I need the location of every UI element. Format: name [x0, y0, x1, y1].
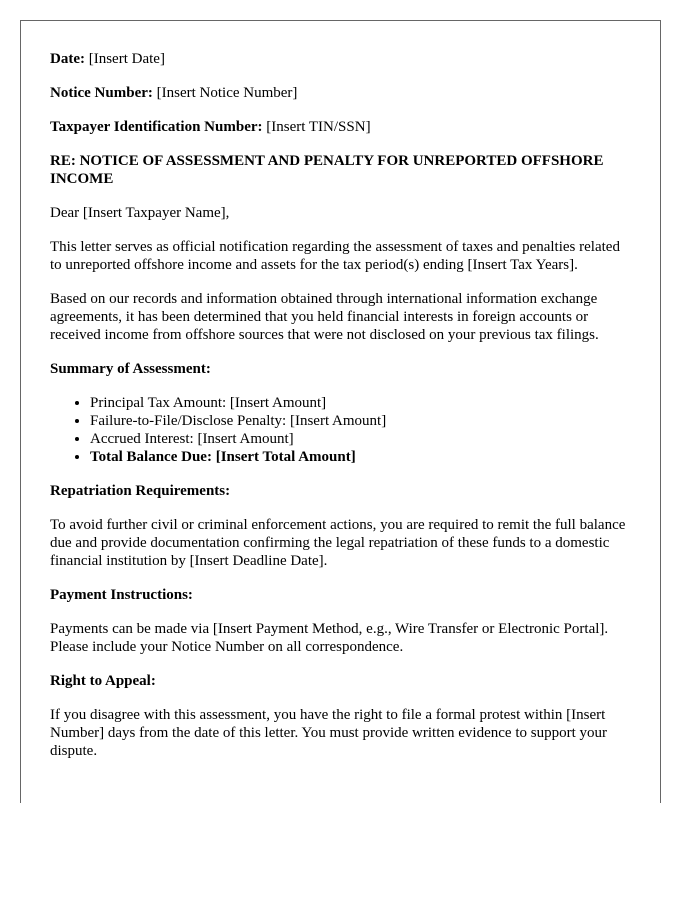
appeal-paragraph: If you disagree with this assessment, you have the right to file a formal protest within [Insert Number] days from the date of this letter. You must provide written evidence to support your dispute. [50, 707, 607, 759]
summary-heading: Summary of Assessment: [50, 361, 211, 377]
summary-list [50, 394, 632, 466]
date-value: [Insert Date] [88, 51, 165, 67]
letter-document [20, 20, 661, 803]
date-label: Date: [50, 51, 85, 67]
tin-value: [Insert TIN/SSN] [266, 119, 371, 135]
notice-number-label: Notice Number: [50, 85, 153, 101]
basis-paragraph: Based on our records and information obtained through international information exchange agreements, it has been determined that you held financial interests in foreign accounts or received income from offshore sources that were not disclosed on your previous tax filings. [50, 291, 599, 343]
notice-number-value: [Insert Notice Number] [156, 85, 298, 101]
subject-line: RE: NOTICE OF ASSESSMENT AND PENALTY FOR UNREPORTED OFFSHORE INCOME [50, 153, 604, 187]
list-item: • Principal Tax Amount: [Insert Amount] [90, 394, 632, 412]
notice-number-field [50, 84, 632, 102]
payment-heading: Payment Instructions: [50, 587, 193, 603]
total-balance-item: • Total Balance Due: [Insert Total Amount] [90, 448, 632, 466]
date-field [50, 50, 632, 68]
repatriation-paragraph: To avoid further civil or criminal enforcement actions, you are required to remit the full balance due and provide documentation confirming the legal repatriation of these funds to a domestic financial institution by [Insert Deadline Date]. [50, 517, 626, 569]
payment-paragraph: Payments can be made via [Insert Payment Method, e.g., Wire Transfer or Electronic Portal]. Please include your Notice Number on all correspondence. [50, 621, 609, 655]
salutation: Dear [Insert Taxpayer Name], [50, 205, 230, 221]
tin-field [50, 118, 632, 136]
intro-paragraph: This letter serves as official notification regarding the assessment of taxes and penalties related to unreported offshore income and assets for the tax period(s) ending [Insert Tax Years]. [50, 239, 620, 273]
list-item: • Accrued Interest: [Insert Amount] [90, 430, 632, 448]
list-item: • Failure-to-File/Disclose Penalty: [Insert Amount] [90, 412, 632, 430]
appeal-heading: Right to Appeal: [50, 673, 156, 689]
tin-label: Taxpayer Identification Number: [50, 119, 263, 135]
repatriation-heading: Repatriation Requirements: [50, 483, 231, 499]
